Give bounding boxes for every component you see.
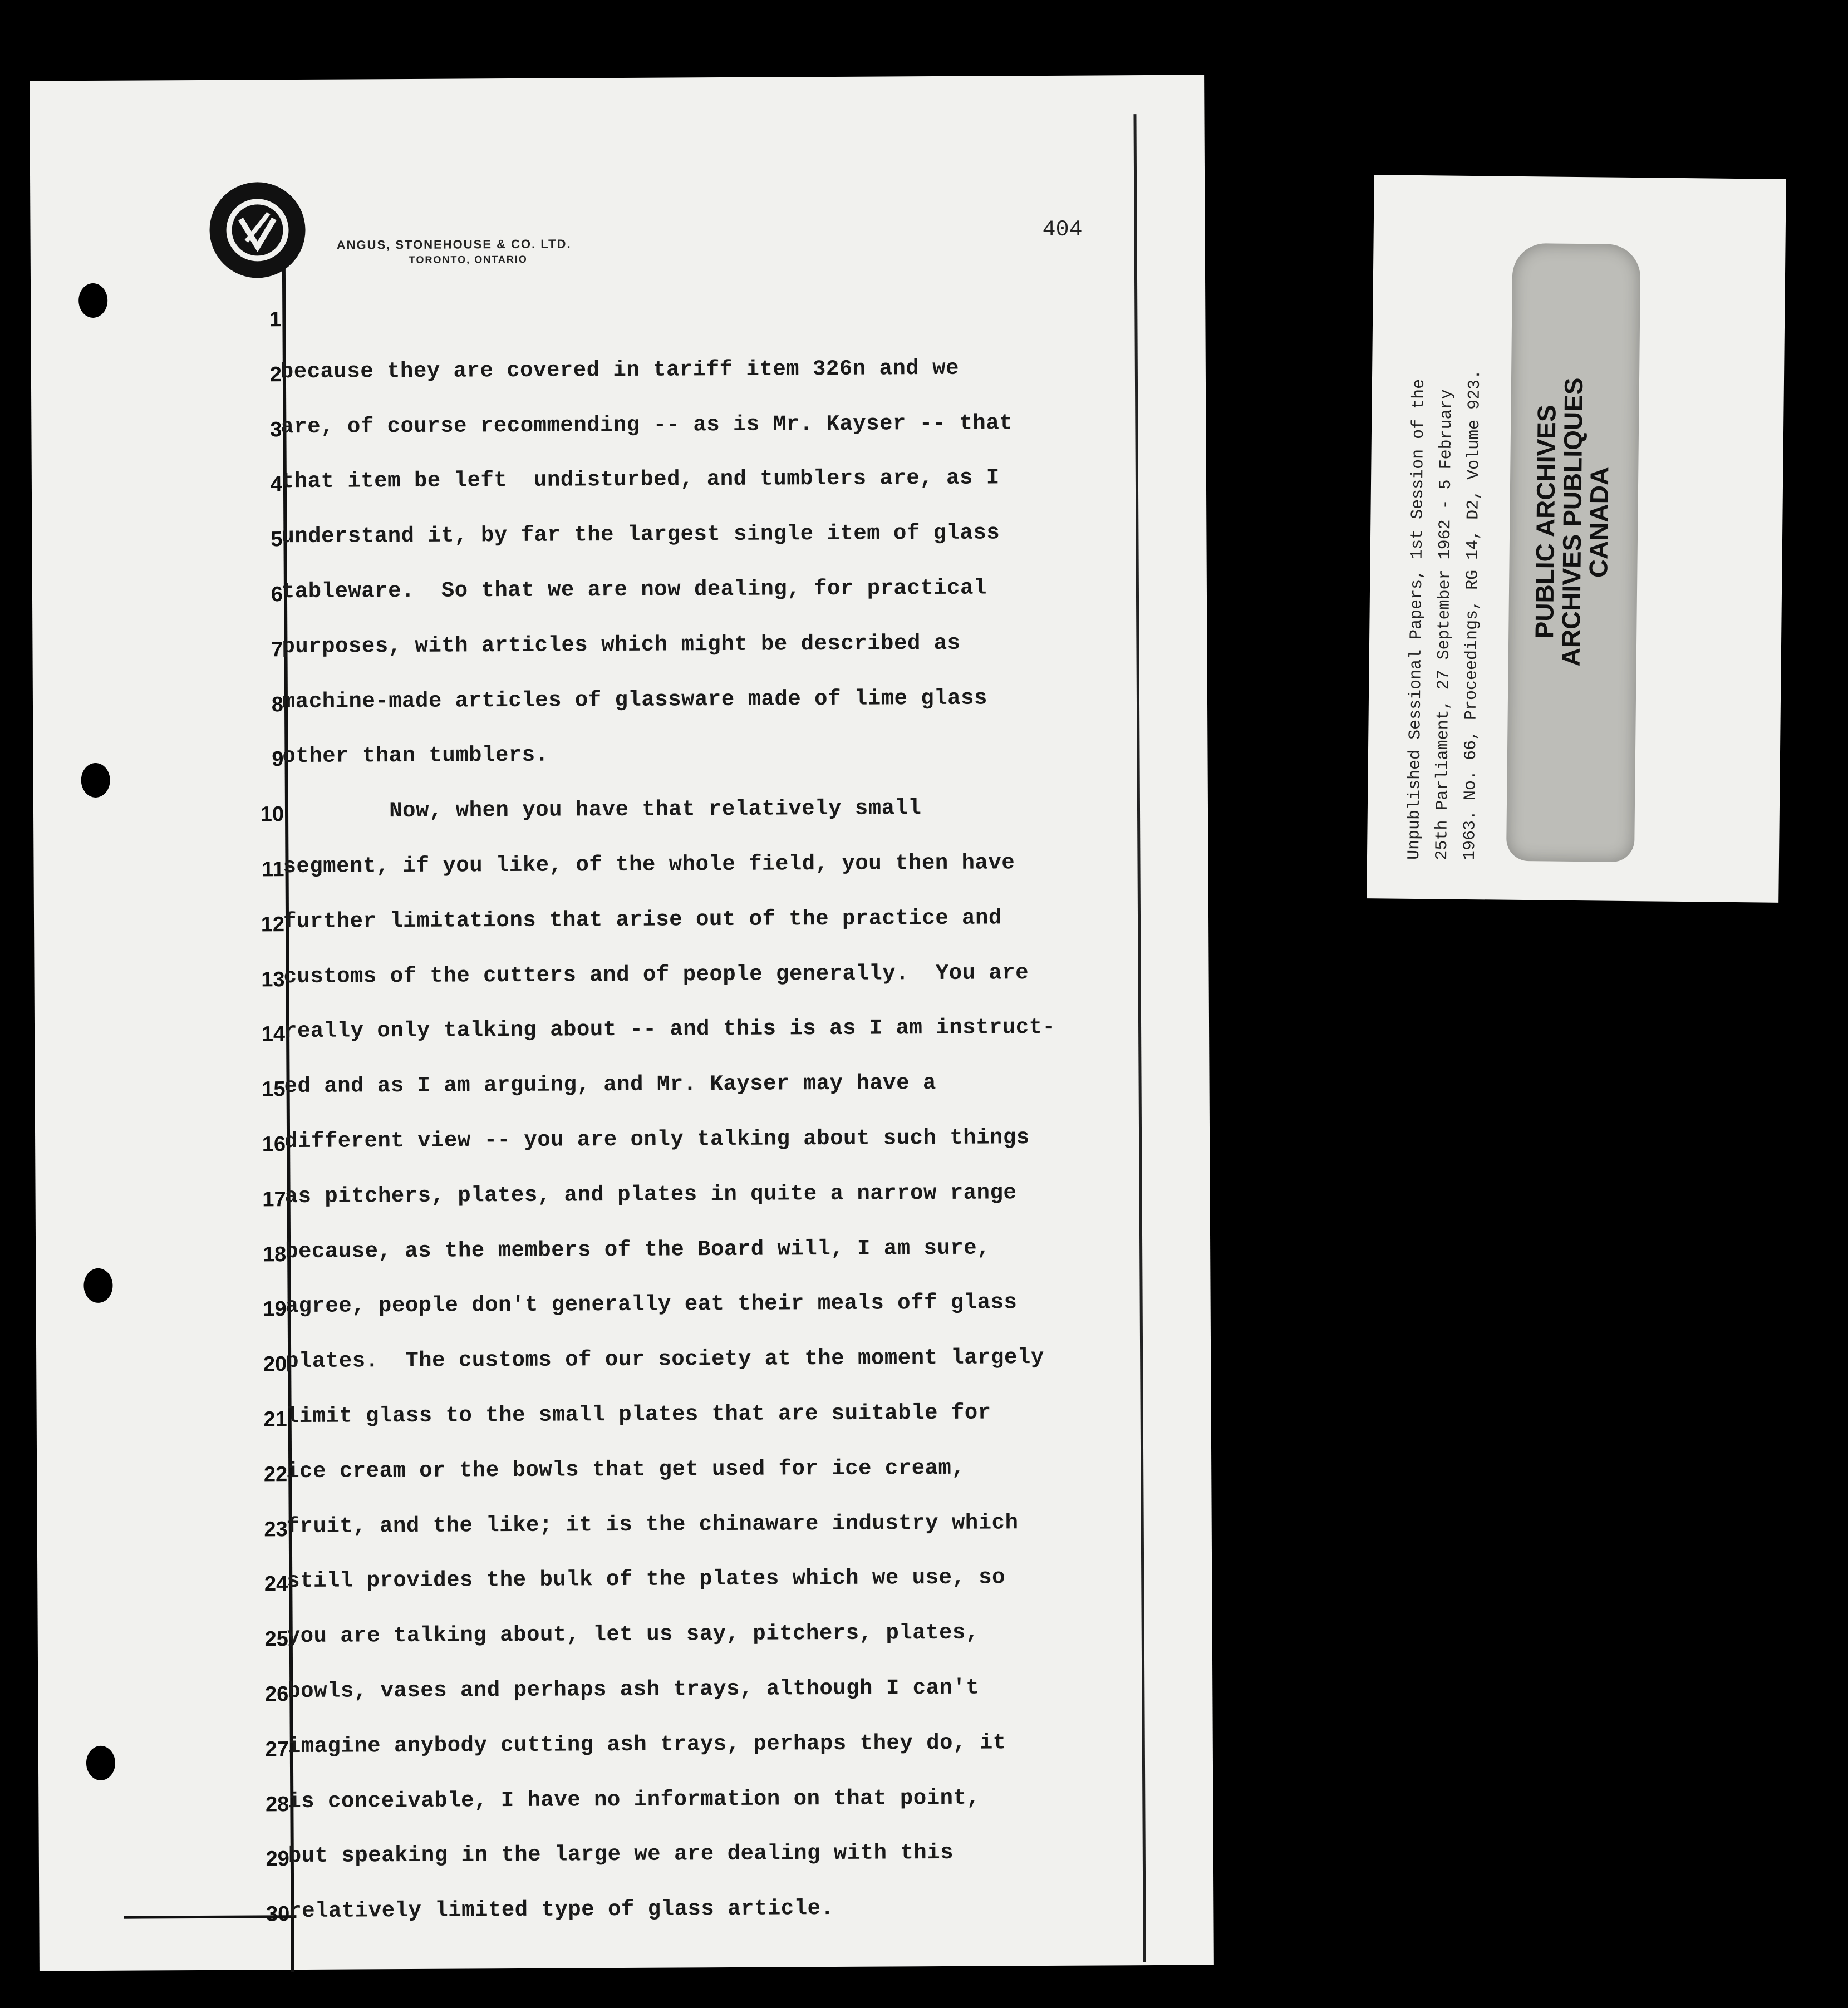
line-number: 7 (271, 637, 283, 662)
line-number: 3 (270, 417, 282, 441)
line-number: 15 (262, 1077, 286, 1101)
letterhead-company (337, 237, 572, 266)
transcript-line: imagine anybody cutting ash trays, perhaps they do, it (287, 1730, 1006, 1759)
transcript-line: because, as the members of the Board will, I am sure, (285, 1236, 991, 1264)
transcript-line: really only talking about -- and this is as I am instruct- (283, 1015, 1056, 1044)
punch-hole (81, 763, 110, 798)
transcript-line: ed and as I am arguing, and Mr. Kayser may have a (284, 1071, 936, 1099)
line-number: 18 (262, 1242, 287, 1266)
line-number: 23 (264, 1517, 288, 1541)
transcript-line: other than tumblers. (282, 743, 549, 769)
line-number: 24 (264, 1572, 288, 1596)
line-number: 16 (262, 1133, 286, 1156)
line-number: 6 (271, 583, 283, 607)
caption-line: Unpublished Sessional Papers, 1st Session of the (1404, 378, 1429, 860)
transcript-line: machine-made articles of glassware made of lime glass (282, 686, 987, 714)
line-number: 1 (269, 308, 282, 332)
transcript-line: plates. The customs of our society at the moment largely (286, 1345, 1044, 1374)
line-number: 4 (270, 473, 283, 496)
stamp-text (1530, 327, 1614, 717)
line-number: 10 (260, 803, 284, 826)
transcript-line: agree, people don't generally eat their meals off glass (285, 1290, 1018, 1319)
transcript-line: limit glass to the small plates that are suitable for (286, 1400, 991, 1429)
caption-line: 25th Parliament, 27 September 1962 - 5 February (1432, 389, 1457, 860)
transcript-line: you are talking about, let us say, pitchers, plates, (287, 1620, 979, 1649)
stamp-line: CANADA (1584, 466, 1614, 578)
stamp-line: PUBLIC ARCHIVES (1530, 405, 1561, 639)
letterhead-logo-icon (207, 180, 308, 280)
transcript-line: further limitations that arise out of the practice and (283, 905, 1002, 934)
transcript-line: purposes, with articles which might be described as (282, 631, 961, 659)
line-number: 19 (263, 1297, 287, 1321)
line-number: 12 (261, 912, 285, 937)
caption-line: 1963. No. 66, Proceedings, RG 14, D2, Volume 923. (1460, 369, 1485, 861)
line-number: 11 (262, 858, 284, 882)
transcript-line: that item be left undisturbed, and tumblers are, as I (281, 465, 1000, 494)
line-number: 2 (269, 362, 282, 387)
line-number: 27 (265, 1737, 289, 1761)
transcript-line: ice cream or the bowls that get used for ice cream, (286, 1455, 965, 1484)
transcript-line: segment, if you like, of the whole field, you then have (283, 850, 1015, 879)
transcript-line: understand it, by far the largest single item of glass (281, 520, 1000, 549)
line-number: 9 (272, 747, 284, 771)
line-number: 26 (264, 1682, 289, 1706)
company-city: TORONTO, ONTARIO (409, 253, 528, 265)
page-number: 404 (1042, 217, 1083, 243)
line-number: 25 (264, 1627, 288, 1651)
line-number: 8 (271, 692, 284, 716)
transcript-page (30, 75, 1214, 1971)
archive-card (1367, 175, 1786, 903)
archive-stamp (1506, 243, 1641, 862)
line-number: 30 (266, 1902, 290, 1926)
right-margin-rule (1133, 114, 1146, 1962)
transcript-line: tableware. So that we are now dealing, for practical (281, 575, 987, 604)
line-number: 28 (265, 1792, 289, 1816)
line-number: 5 (271, 528, 283, 552)
line-number: 29 (266, 1847, 289, 1871)
line-number: 13 (261, 967, 285, 991)
line-number: 21 (263, 1407, 287, 1431)
transcript-line: different view -- you are only talking about such things (284, 1125, 1030, 1154)
punch-hole (86, 1746, 115, 1780)
punch-hole (78, 283, 107, 318)
transcript-line: as pitchers, plates, and plates in quite a narrow range (284, 1180, 1017, 1209)
transcript-line: Now, when you have that relatively small (282, 796, 922, 824)
line-number: 20 (263, 1352, 287, 1376)
transcript-line: because they are covered in tariff item 326n and we (280, 356, 960, 384)
line-number: 22 (263, 1462, 288, 1487)
punch-hole (83, 1268, 112, 1303)
transcript-line: customs of the cutters and of people generally. You are (283, 960, 1029, 989)
transcript-line: are, of course recommending -- as is Mr. Kayser -- that (281, 410, 1013, 439)
line-number: 14 (261, 1022, 286, 1046)
archive-caption (1400, 192, 1491, 861)
transcript-line: relatively limited type of glass article. (288, 1896, 834, 1924)
company-name: ANGUS, STONEHOUSE & CO. LTD. (336, 237, 572, 252)
transcript-line: still provides the bulk of the plates which we use, so (287, 1565, 1006, 1594)
line-number: 17 (262, 1187, 286, 1212)
transcript-line: but speaking in the large we are dealing with this (288, 1840, 954, 1869)
transcript-line: is conceivable, I have no information on that point, (288, 1785, 980, 1814)
transcript-line: bowls, vases and perhaps ash trays, although I can't (287, 1675, 980, 1704)
stamp-line: ARCHIVES PUBLIQUES (1556, 377, 1589, 667)
transcript-line: fruit, and the like; it is the chinaware industry which (286, 1510, 1019, 1539)
